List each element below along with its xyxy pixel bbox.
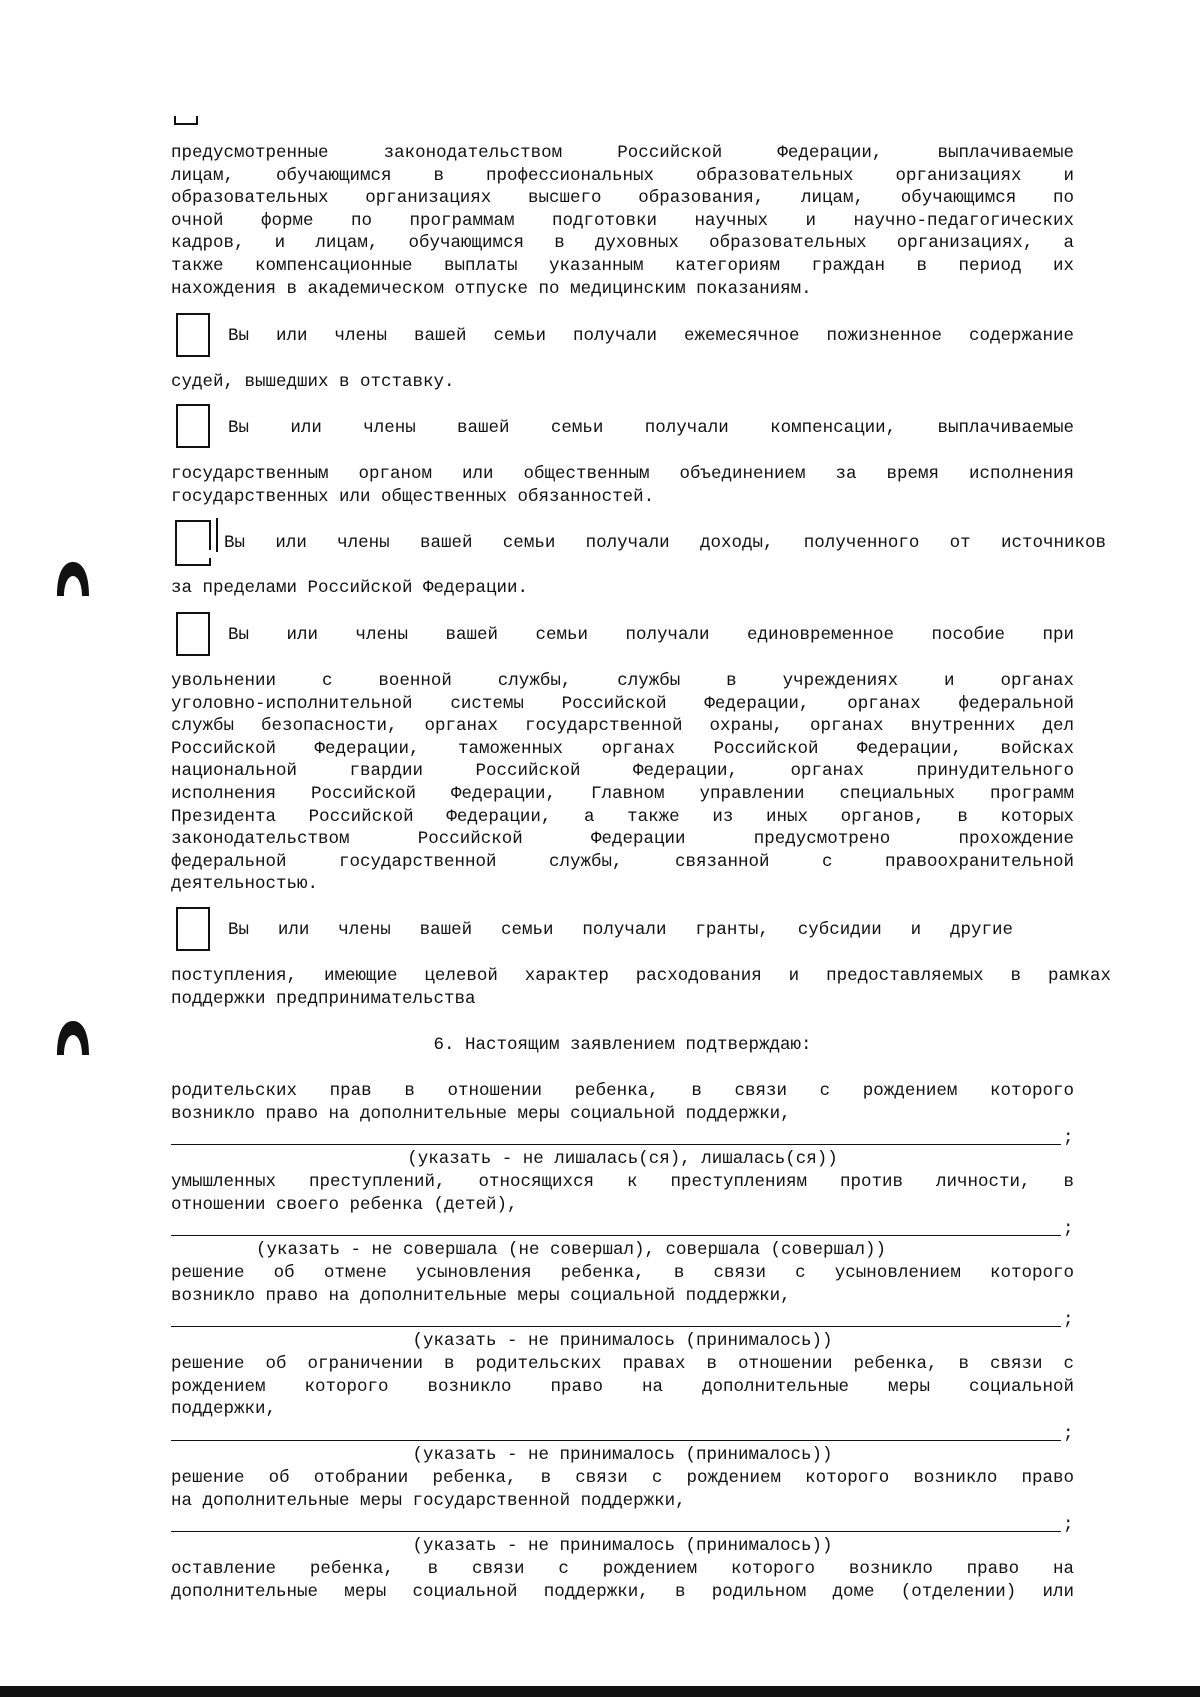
text-line: умышленных преступлений, относящихся к преступлениям против личности, в xyxy=(171,1172,1074,1192)
semicolon: ; xyxy=(1063,1310,1074,1330)
text-line: законодательством Российской Федерации предусмотрено прохождение xyxy=(171,829,1074,850)
text-line: Вы или члены вашей семьи получали гранты, субсидии и другие xyxy=(228,920,1013,940)
semicolon: ; xyxy=(1063,1424,1074,1444)
text-line: за пределами Российской Федерации. xyxy=(171,578,529,598)
paragraph-service-dismissal xyxy=(171,670,1074,873)
text-line: национальной гвардии Российской Федерации, органах принудительного xyxy=(171,761,1074,782)
hole-punch-mark xyxy=(55,1019,91,1057)
paragraph-restriction xyxy=(171,1353,1074,1398)
text-line: службы безопасности, органах государственной охраны, органах внутренних дел xyxy=(171,716,1074,737)
hint-text: (указать - не лишалась(ся), лишалась(ся)) xyxy=(407,1149,838,1169)
text-line: решение об отмене усыновления ребенка, в связи с усыновлением которого xyxy=(171,1263,1074,1283)
text-line: кадров, и лицам, обучающимся в духовных образовательных организациях, а xyxy=(171,233,1074,254)
text-line: поддержки предпринимательства xyxy=(171,988,476,1009)
text-line: судей, вышедших в отставку. xyxy=(171,372,455,392)
text-line: государственным органом или общественным объединением за время исполнения xyxy=(171,464,1074,484)
text-line: образовательных организациях высшего образования, лицам, обучающимся по xyxy=(171,188,1074,209)
text-line: рождением которого возникло право на дополнительные меры социальной xyxy=(171,1376,1074,1397)
text-line: на дополнительные меры государственной поддержки, xyxy=(171,1490,686,1511)
text-line: нахождения в академическом отпуске по медицинским показаниям. xyxy=(171,278,812,299)
text-line: отношении своего ребенка (детей), xyxy=(171,1194,518,1215)
hint-text: (указать - не принималось (принималось)) xyxy=(412,1536,833,1556)
text-line: государственных или общественных обязанностей. xyxy=(171,486,655,507)
fill-in-line-removal[interactable] xyxy=(171,1531,1061,1532)
text-line: исполнения Российской Федерации, Главном управлении специальных программ xyxy=(171,783,1074,804)
text-line: федеральной государственной службы, связанной с правоохранительной xyxy=(171,851,1074,872)
hint-text: (указать - не принималось (принималось)) xyxy=(412,1445,833,1465)
fill-in-line-parental-rights[interactable] xyxy=(171,1144,1061,1145)
checkbox-grants[interactable] xyxy=(176,907,210,951)
text-line: увольнении с военной службы, службы в учреждениях и органах xyxy=(171,671,1074,691)
paragraph-abandonment xyxy=(171,1558,1074,1603)
fill-in-line-adoption-cancel[interactable] xyxy=(171,1326,1061,1327)
semicolon: ; xyxy=(1063,1219,1074,1239)
scan-edge-bar xyxy=(0,1686,1200,1697)
hint-text: (указать - не совершала (не совершал), совершала (совершал)) xyxy=(255,1240,887,1260)
checkbox-foreign-income[interactable] xyxy=(175,518,213,568)
text-line: Вы или члены вашей семьи получали единовременное пособие при xyxy=(228,625,1074,645)
text-line: Вы или члены вашей семьи получали ежемесячное пожизненное содержание xyxy=(228,326,1074,346)
text-line: Российской Федерации, таможенных органах Российской Федерации, войсках xyxy=(171,738,1074,759)
text-line: возникло право на дополнительные меры социальной поддержки, xyxy=(171,1103,791,1124)
section-heading: 6. Настоящим заявлением подтверждаю: xyxy=(433,1035,812,1055)
text-line: лицам, обучающимся в профессиональных образовательных организациях и xyxy=(171,165,1074,186)
text-line: очной форме по программам подготовки научных и научно-педагогических xyxy=(171,210,1074,231)
text-line: поступления, имеющие целевой характер расходования и предоставляемых в рамках xyxy=(171,966,1111,986)
hint-text: (указать - не принималось (принималось)) xyxy=(412,1331,833,1351)
semicolon: ; xyxy=(1063,1515,1074,1535)
checkbox-partial[interactable] xyxy=(174,116,198,125)
text-line: уголовно-исполнительной системы Российской Федерации, органах федеральной xyxy=(171,693,1074,714)
text-line: решение об ограничении в родительских правах в отношении ребенка, в связи с xyxy=(171,1354,1074,1374)
checkbox-judges-maintenance[interactable] xyxy=(176,313,210,357)
text-line: деятельностью. xyxy=(171,874,319,895)
text-line: возникло право на дополнительные меры социальной поддержки, xyxy=(171,1285,791,1306)
hole-punch-mark xyxy=(55,560,91,598)
text-line: оставление ребенка, в связи с рождением которого возникло право на xyxy=(171,1559,1074,1579)
text-line: родительских прав в отношении ребенка, в связи с рождением которого xyxy=(171,1081,1074,1101)
text-line: Вы или члены вашей семьи получали доходы, полученного от источников xyxy=(224,533,1106,553)
fill-in-line-restriction[interactable] xyxy=(171,1440,1061,1441)
text-line: также компенсационные выплаты указанным категориям граждан в период их xyxy=(171,255,1074,276)
paragraph-education-payments xyxy=(171,142,1074,278)
text-line: поддержки, xyxy=(171,1399,277,1420)
text-line: решение об отобрании ребенка, в связи с рождением которого возникло право xyxy=(171,1468,1074,1488)
text-line: Президента Российской Федерации, а также из иных органов, в которых xyxy=(171,806,1074,827)
text-line: дополнительные меры социальной поддержки, в родильном доме (отделении) или xyxy=(171,1581,1074,1602)
semicolon: ; xyxy=(1063,1128,1074,1148)
text-line: предусмотренные законодательством Российской Федерации, выплачиваемые xyxy=(171,143,1074,163)
checkbox-lump-sum-allowance[interactable] xyxy=(176,612,210,656)
text-line: Вы или члены вашей семьи получали компенсации, выплачиваемые xyxy=(228,418,1074,438)
fill-in-line-crimes[interactable] xyxy=(171,1235,1061,1236)
checkbox-compensations[interactable] xyxy=(176,404,210,448)
